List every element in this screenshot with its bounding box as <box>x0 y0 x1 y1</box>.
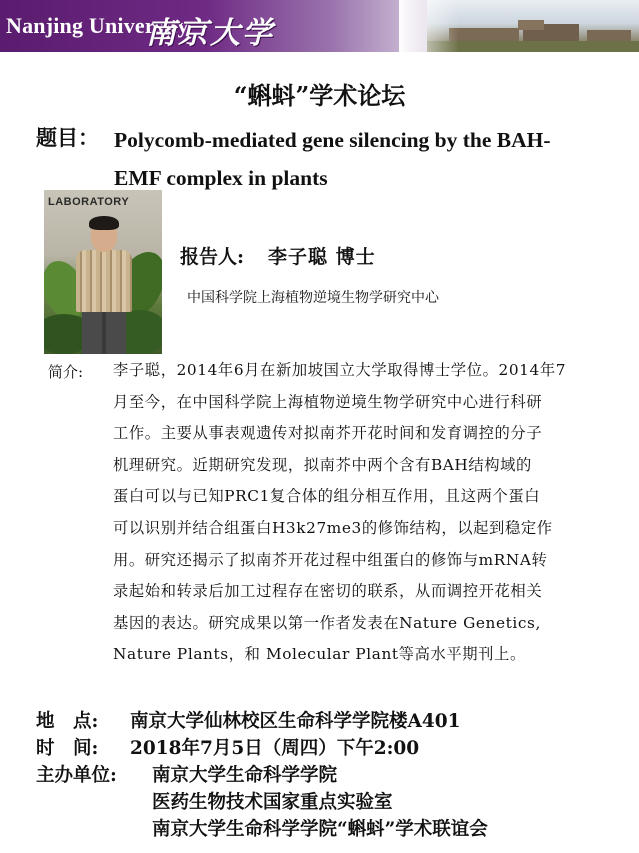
organizer-label: 主办单位: <box>36 765 117 786</box>
bio-line: 可以识别并结合组蛋白H3k27me3的修饰结构，以起到稳定作 <box>113 518 553 537</box>
organizer-item: 医药生物技术国家重点实验室 <box>152 792 393 813</box>
speaker-name: 李子聪 博士 <box>268 246 376 268</box>
topic-title <box>114 121 614 197</box>
bio-line: Nature Plants，和 Molecular Plant等高水平期刊上。 <box>113 645 526 664</box>
time-value: 2018年7月5日（周四）下午2:00 <box>130 738 420 759</box>
organizer-item: 南京大学生命科学学院“蝌蚪”学术联谊会 <box>152 819 488 840</box>
time-label: 时 间: <box>36 738 99 759</box>
bio-text <box>113 355 611 671</box>
bio-line: 月至今，在中国科学院上海植物逆境生物学研究中心进行科研 <box>113 392 543 411</box>
organizer-item: 南京大学生命科学学院 <box>152 765 338 786</box>
bio-line: 基因的表达。研究成果以第一作者发表在Nature Genetics, <box>113 613 541 632</box>
university-name-cn: 南京大学 <box>146 16 274 51</box>
speaker-photo <box>44 190 162 354</box>
bio-line: 蛋白可以与已知PRC1复合体的组分相互作用，且这两个蛋白 <box>113 487 541 506</box>
bio-line: 工作。主要从事表观遗传对拟南芥开花时间和发育调控的分子 <box>113 424 543 443</box>
forum-title: “蝌蚪”学术论坛 <box>233 81 406 110</box>
bio-line: 机理研究。近期研究发现，拟南芥中两个含有BAH结构域的 <box>113 455 532 474</box>
location-label: 地 点: <box>36 711 99 732</box>
speaker-affiliation: 中国科学院上海植物逆境生物学研究中心 <box>187 290 439 306</box>
bio-line: 用。研究还揭示了拟南芥开花过程中组蛋白的修饰与mRNA转 <box>113 550 548 569</box>
bio-line: 李子聪，2014年6月在新加坡国立大学取得博士学位。2014年7 <box>113 361 567 379</box>
university-name-en: Nanjing University <box>6 13 189 38</box>
topic-line: Polycomb-mediated gene silencing by the BAH- <box>114 128 551 152</box>
bio-label: 简介: <box>48 363 84 381</box>
location-value: 南京大学仙林校区生命科学学院楼A401 <box>130 711 461 732</box>
header-banner <box>0 0 639 52</box>
bio-line: 录起始和转录后加工过程存在密切的联系，从而调控开花相关 <box>113 582 543 601</box>
laboratory-sign: LABORATORY <box>48 196 130 208</box>
speaker-label: 报告人: <box>180 246 245 268</box>
topic-label: 题目： <box>36 125 99 150</box>
topic-line: EMF complex in plants <box>114 166 328 190</box>
